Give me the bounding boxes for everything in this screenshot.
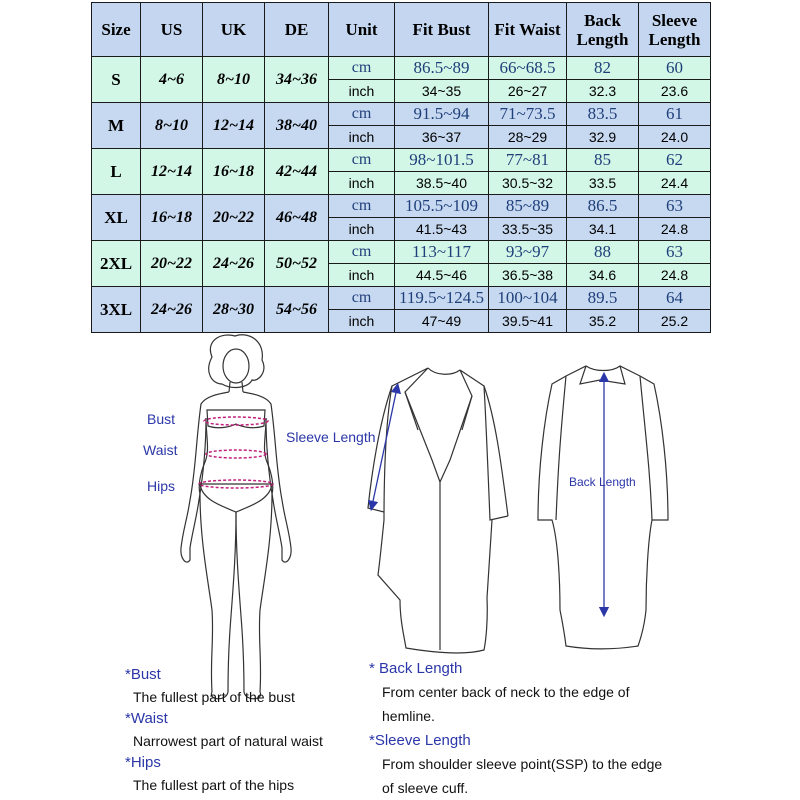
header-uk: UK <box>203 3 265 57</box>
waist-cell: 30.5~32 <box>489 172 567 195</box>
sleeve-length-cell: 62 <box>639 149 711 172</box>
size-cell: M <box>92 103 141 149</box>
header-fit-bust: Fit Bust <box>395 3 489 57</box>
sleeve-length-cell: 63 <box>639 195 711 218</box>
unit-cell: cm <box>329 241 395 264</box>
waist-cell: 71~73.5 <box>489 103 567 126</box>
sleeve-length-def-text: From shoulder sleeve point(SSP) to the edge <box>382 756 663 772</box>
size-cell: S <box>92 57 141 103</box>
bust-cell: 113~117 <box>395 241 489 264</box>
waist-cell: 66~68.5 <box>489 57 567 80</box>
sleeve-length-cell: 24.8 <box>639 264 711 287</box>
unit-cell: cm <box>329 195 395 218</box>
bust-label: Bust <box>147 411 176 427</box>
sleeve-length-cell: 60 <box>639 57 711 80</box>
body-measure-lines <box>199 417 273 488</box>
hips-def-title: *Hips <box>125 754 161 771</box>
uk-cell: 8~10 <box>203 57 265 103</box>
waist-cell: 36.5~38 <box>489 264 567 287</box>
waist-label: Waist <box>143 442 178 458</box>
us-cell: 16~18 <box>141 195 203 241</box>
bust-cell: 98~101.5 <box>395 149 489 172</box>
unit-cell: inch <box>329 80 395 103</box>
de-cell: 38~40 <box>265 103 329 149</box>
waist-cell: 100~104 <box>489 287 567 310</box>
waist-cell: 93~97 <box>489 241 567 264</box>
us-cell: 8~10 <box>141 103 203 149</box>
bust-cell: 91.5~94 <box>395 103 489 126</box>
back-length-cell: 32.3 <box>567 80 639 103</box>
waist-cell: 39.5~41 <box>489 310 567 333</box>
unit-cell: cm <box>329 57 395 80</box>
waist-cell: 33.5~35 <box>489 218 567 241</box>
back-length-cell: 33.5 <box>567 172 639 195</box>
us-cell: 20~22 <box>141 241 203 287</box>
waist-cell: 85~89 <box>489 195 567 218</box>
unit-cell: inch <box>329 264 395 287</box>
bust-cell: 34~35 <box>395 80 489 103</box>
header-de: DE <box>265 3 329 57</box>
back-length-label: Back Length <box>569 475 636 489</box>
bust-cell: 36~37 <box>395 126 489 149</box>
back-length-cell: 82 <box>567 57 639 80</box>
size-cell: L <box>92 149 141 195</box>
waist-cell: 77~81 <box>489 149 567 172</box>
unit-cell: inch <box>329 218 395 241</box>
us-cell: 12~14 <box>141 149 203 195</box>
sleeve-length-cell: 24.8 <box>639 218 711 241</box>
header-us: US <box>141 3 203 57</box>
back-length-def-text: From center back of neck to the edge of <box>382 684 630 700</box>
us-cell: 24~26 <box>141 287 203 333</box>
unit-cell: cm <box>329 103 395 126</box>
bust-cell: 105.5~109 <box>395 195 489 218</box>
unit-cell: cm <box>329 149 395 172</box>
sleeve-length-def-title: *Sleeve Length <box>369 732 471 749</box>
header-back-length: Back Length <box>567 3 639 57</box>
de-cell: 34~36 <box>265 57 329 103</box>
size-cell: 3XL <box>92 287 141 333</box>
de-cell: 54~56 <box>265 287 329 333</box>
back-length-cell: 32.9 <box>567 126 639 149</box>
sleeve-length-cell: 25.2 <box>639 310 711 333</box>
us-cell: 4~6 <box>141 57 203 103</box>
back-length-cell: 89.5 <box>567 287 639 310</box>
bust-cell: 44.5~46 <box>395 264 489 287</box>
coat-front <box>368 368 508 653</box>
back-length-cell: 88 <box>567 241 639 264</box>
de-cell: 46~48 <box>265 195 329 241</box>
back-length-cell: 34.1 <box>567 218 639 241</box>
uk-cell: 20~22 <box>203 195 265 241</box>
hips-def-text: The fullest part of the hips <box>133 777 295 793</box>
bust-cell: 119.5~124.5 <box>395 287 489 310</box>
uk-cell: 16~18 <box>203 149 265 195</box>
header-unit: Unit <box>329 3 395 57</box>
de-cell: 42~44 <box>265 149 329 195</box>
uk-cell: 24~26 <box>203 241 265 287</box>
waist-cell: 26~27 <box>489 80 567 103</box>
sleeve-length-def-text-2: of sleeve cuff. <box>382 780 469 796</box>
uk-cell: 28~30 <box>203 287 265 333</box>
bust-cell: 47~49 <box>395 310 489 333</box>
back-length-cell: 85 <box>567 149 639 172</box>
waist-cell: 28~29 <box>489 126 567 149</box>
unit-cell: inch <box>329 172 395 195</box>
sleeve-length-label: Sleeve Length <box>286 429 376 445</box>
bust-cell: 38.5~40 <box>395 172 489 195</box>
back-length-cell: 86.5 <box>567 195 639 218</box>
waist-def-title: *Waist <box>125 710 168 727</box>
back-length-def-title: * Back Length <box>369 660 463 677</box>
sleeve-length-cell: 24.0 <box>639 126 711 149</box>
bust-cell: 86.5~89 <box>395 57 489 80</box>
sleeve-length-cell: 64 <box>639 287 711 310</box>
back-length-cell: 35.2 <box>567 310 639 333</box>
header-size: Size <box>92 3 141 57</box>
unit-cell: inch <box>329 310 395 333</box>
header-fit-waist: Fit Waist <box>489 3 567 57</box>
waist-def-text: Narrowest part of natural waist <box>133 733 323 749</box>
coat-back <box>538 366 668 649</box>
sleeve-length-cell: 61 <box>639 103 711 126</box>
back-length-cell: 34.6 <box>567 264 639 287</box>
hips-label: Hips <box>147 478 176 494</box>
de-cell: 50~52 <box>265 241 329 287</box>
sleeve-length-cell: 24.4 <box>639 172 711 195</box>
woman-figure <box>181 335 291 699</box>
header-sleeve-length: Sleeve Length <box>639 3 711 57</box>
back-length-def-text-2: hemline. <box>382 708 435 724</box>
uk-cell: 12~14 <box>203 103 265 149</box>
back-length-cell: 83.5 <box>567 103 639 126</box>
sleeve-length-cell: 63 <box>639 241 711 264</box>
size-cell: XL <box>92 195 141 241</box>
sleeve-length-cell: 23.6 <box>639 80 711 103</box>
bust-def-title: *Bust <box>125 666 161 683</box>
bust-cell: 41.5~43 <box>395 218 489 241</box>
unit-cell: inch <box>329 126 395 149</box>
size-cell: 2XL <box>92 241 141 287</box>
bust-def-text: The fullest part of the bust <box>133 689 295 705</box>
unit-cell: cm <box>329 287 395 310</box>
